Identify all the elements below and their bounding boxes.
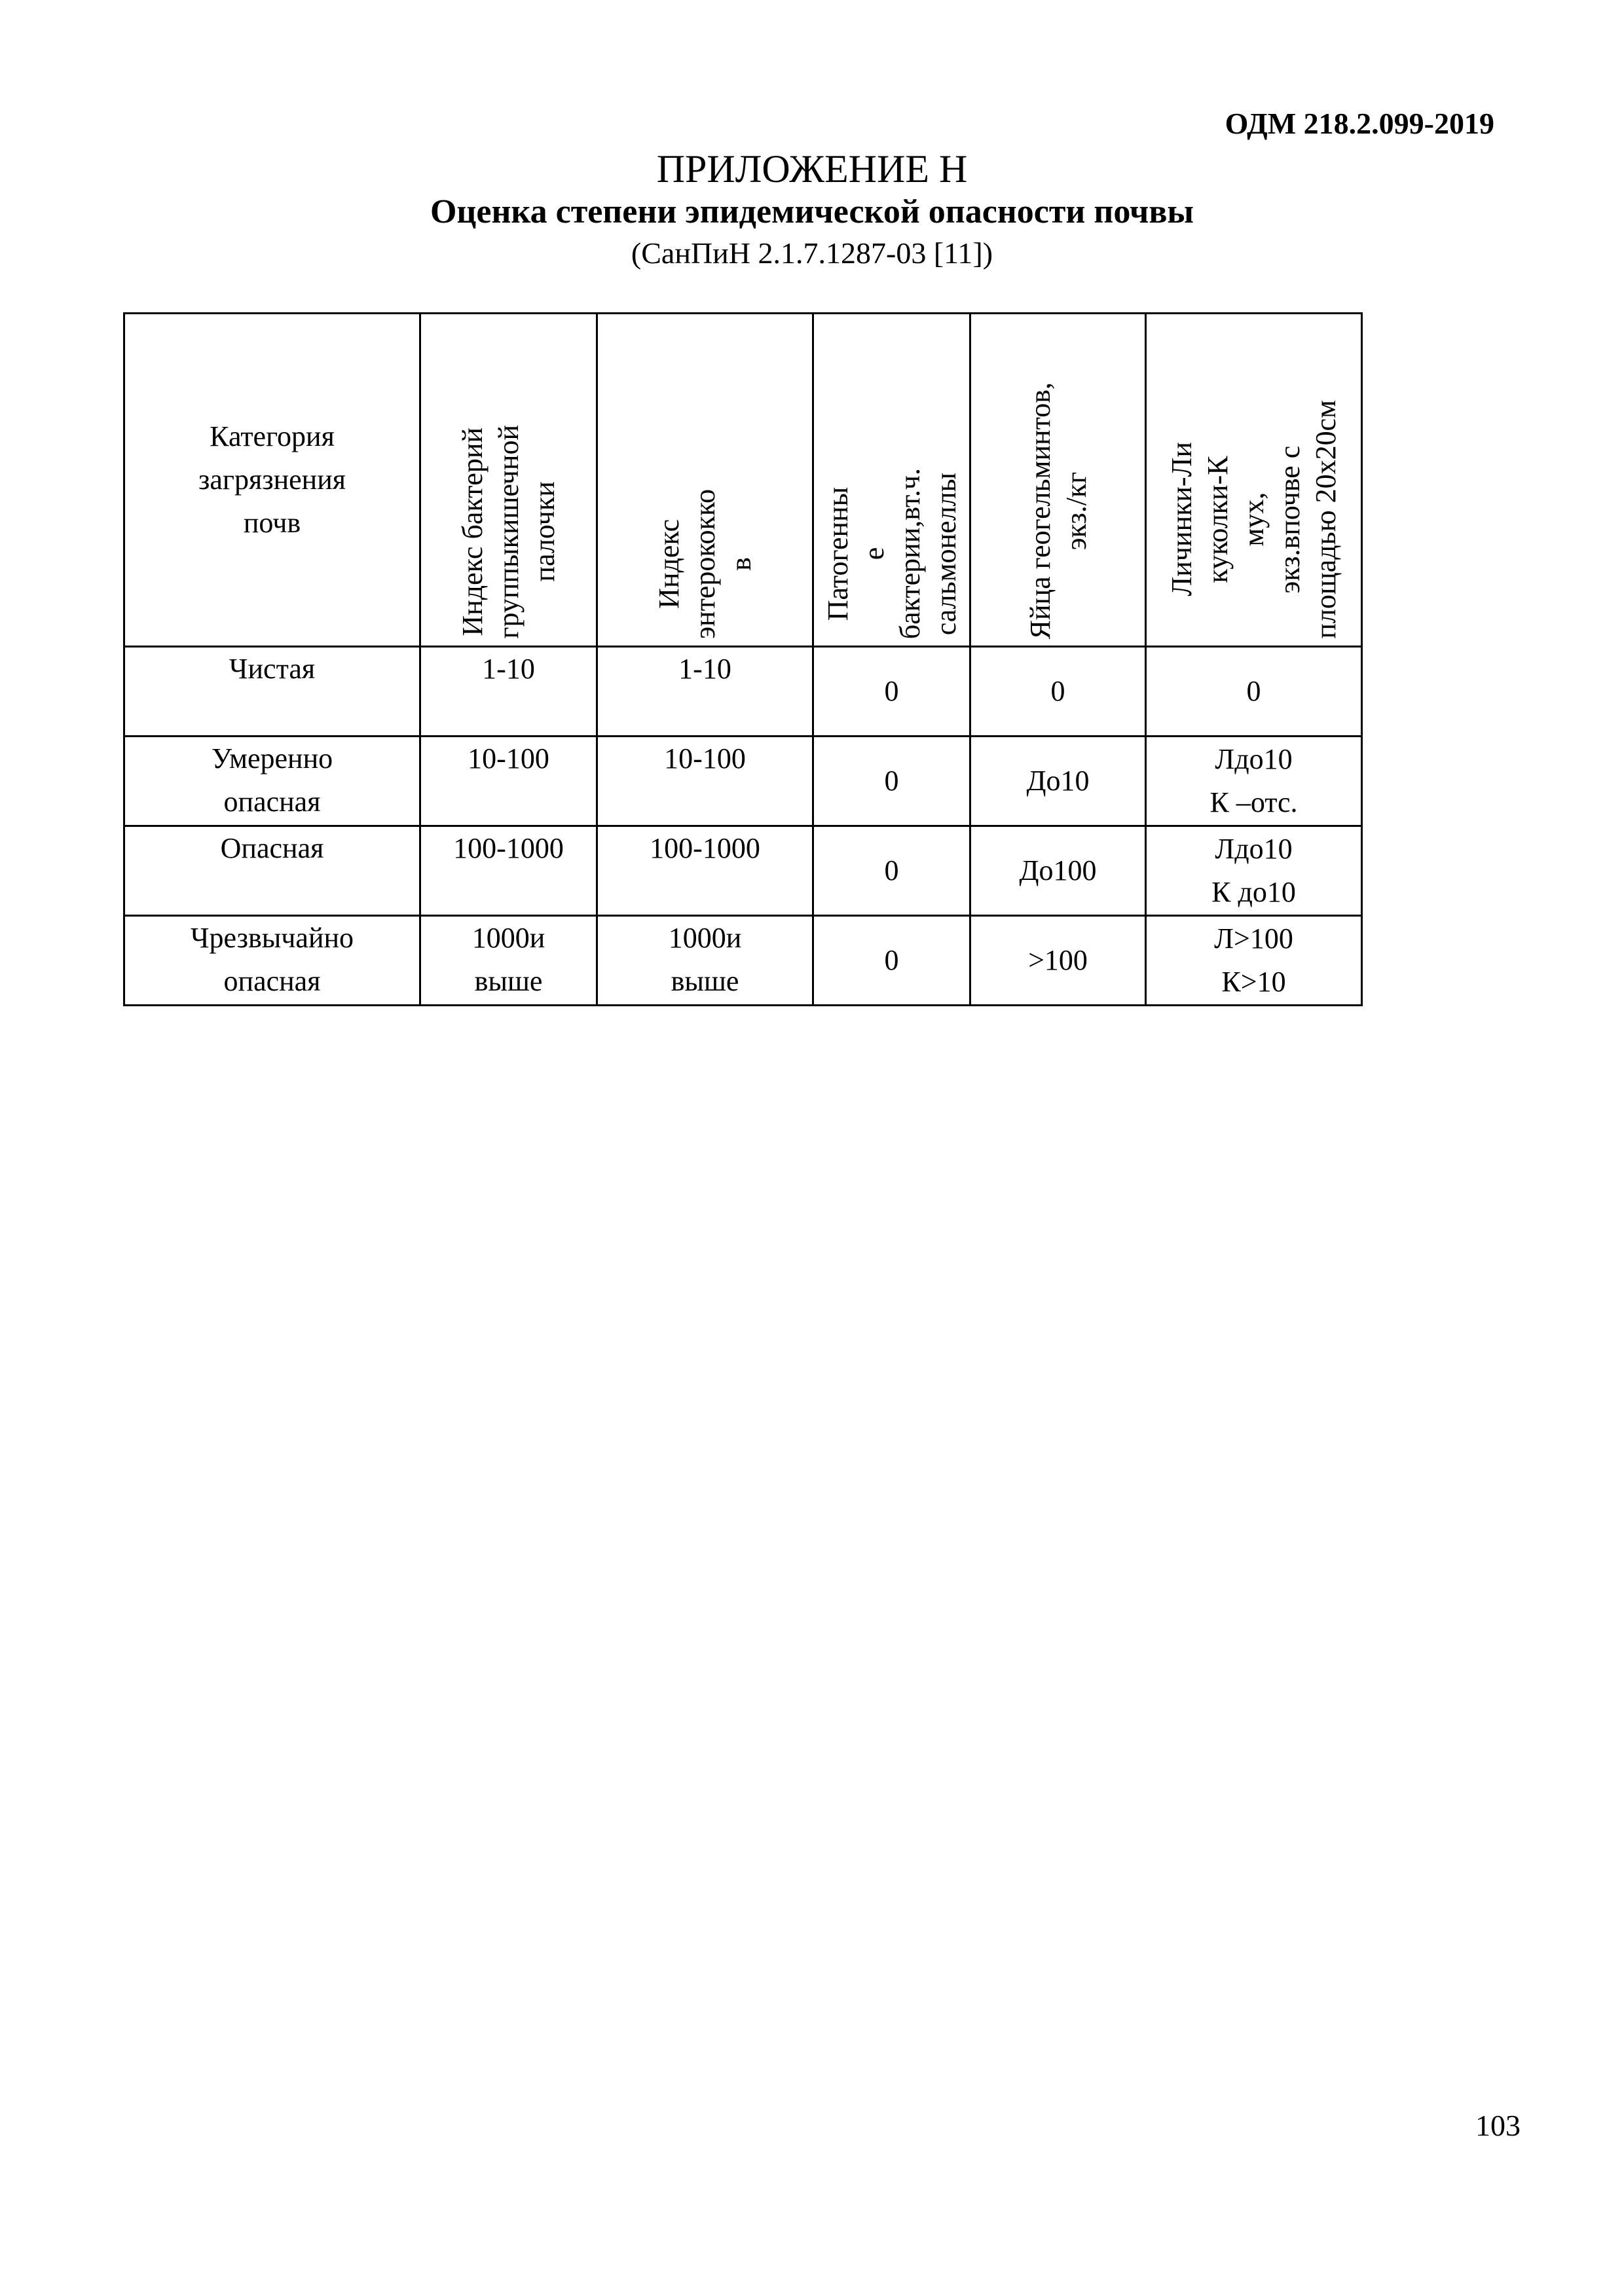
cell-enterococci-index: 100-1000	[597, 826, 813, 916]
cell-ecoli-index: 10-100	[420, 737, 597, 826]
column-header-fly-larvae	[1146, 314, 1362, 647]
table-header-row	[124, 314, 1362, 647]
column-header-ecoli-index-label: Индекс бактерий группыкишечной палочки	[456, 425, 561, 639]
cell-enterococci-index: 1000и выше	[597, 916, 813, 1006]
cell-pathogenic-bacteria: 0	[813, 647, 970, 737]
table-row	[124, 826, 1362, 916]
column-header-helminth-eggs	[970, 314, 1146, 647]
column-header-pathogenic-bacteria-label: Патогенны е бактерии,вт.ч. сальмонеллы	[821, 467, 962, 639]
column-header-fly-larvae-label: Личинки-Ли куколки-К мух, экз.впочве с площадью 20х20см	[1166, 400, 1342, 639]
cell-ecoli-index: 1000и выше	[420, 916, 597, 1006]
cell-fly-larvae: 0	[1146, 647, 1362, 737]
appendix-title: ПРИЛОЖЕНИЕ Н	[656, 147, 968, 191]
cell-category: Чрезвычайно опасная	[124, 916, 420, 1006]
cell-category: Чистая	[124, 647, 420, 737]
cell-helminth-eggs: >100	[970, 916, 1146, 1006]
cell-ecoli-index: 1-10	[420, 647, 597, 737]
document-code: ОДМ 218.2.099-2019	[1225, 107, 1494, 140]
table-row	[124, 647, 1362, 737]
soil-hazard-table	[123, 312, 1363, 1006]
cell-fly-larvae: Л>100 К>10	[1146, 916, 1362, 1006]
column-header-pathogenic-bacteria	[813, 314, 970, 647]
cell-helminth-eggs: До100	[970, 826, 1146, 916]
column-header-enterococci-index-label: Индекс энтерококко в	[653, 489, 757, 639]
column-header-enterococci-index	[597, 314, 813, 647]
column-header-category-label: Категория загрязнения почв	[198, 420, 346, 539]
table-row	[124, 916, 1362, 1006]
cell-category: Умеренно опасная	[124, 737, 420, 826]
cell-pathogenic-bacteria: 0	[813, 826, 970, 916]
table-row	[124, 737, 1362, 826]
cell-pathogenic-bacteria: 0	[813, 737, 970, 826]
source-reference: (СанПиН 2.1.7.1287-03 [11])	[631, 236, 993, 270]
page-title: Оценка степени эпидемической опасности почвы	[430, 193, 1194, 230]
cell-enterococci-index: 10-100	[597, 737, 813, 826]
page-number: 103	[1475, 2109, 1521, 2142]
cell-category: Опасная	[124, 826, 420, 916]
column-header-ecoli-index	[420, 314, 597, 647]
cell-enterococci-index: 1-10	[597, 647, 813, 737]
cell-ecoli-index: 100-1000	[420, 826, 597, 916]
cell-fly-larvae: Лдо10 К –отс.	[1146, 737, 1362, 826]
column-header-category	[124, 314, 420, 647]
cell-helminth-eggs: 0	[970, 647, 1146, 737]
cell-helminth-eggs: До10	[970, 737, 1146, 826]
cell-fly-larvae: Лдо10 К до10	[1146, 826, 1362, 916]
cell-pathogenic-bacteria: 0	[813, 916, 970, 1006]
column-header-helminth-eggs-label: Яйца геогельминтов, экз./кг	[1024, 382, 1092, 639]
